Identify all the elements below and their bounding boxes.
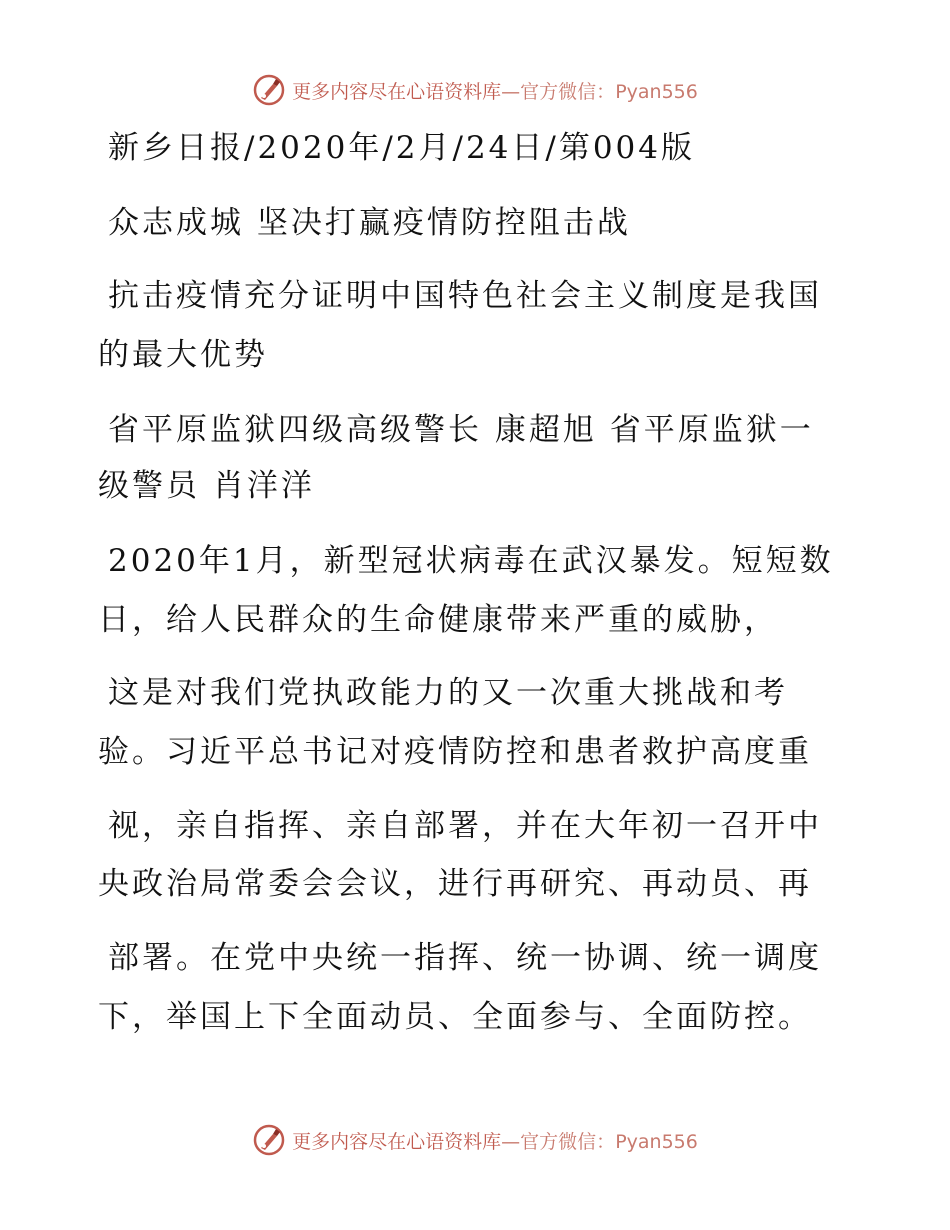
watermark-separator: — [501, 1130, 521, 1153]
body-line: 验。习近平总书记对疫情防控和患者救护高度重 [98, 734, 812, 770]
watermark-separator: — [501, 80, 521, 103]
body-line: 视，亲自指挥、亲自部署，并在大年初一召开中 [108, 808, 822, 844]
watermark-official-label: 官方微信： [520, 80, 616, 103]
pen-nib-seal-icon [252, 1123, 286, 1157]
body-line: 下，举国上下全面动员、全面参与、全面防控。 [98, 999, 812, 1035]
watermark-brand: 更多内容尽在心语资料库 [292, 1130, 502, 1153]
column-title: 众志成城 坚决打赢疫情防控阻击战 [108, 205, 631, 241]
watermark-text [292, 1127, 698, 1154]
pen-nib-seal-icon [252, 73, 286, 107]
watermark-text [292, 77, 698, 104]
watermark-wechat-id: Pyan556 [615, 80, 698, 103]
author-line: 级警员 肖洋洋 [98, 468, 315, 504]
body-line: 部署。在党中央统一指挥、统一协调、统一调度 [108, 940, 822, 976]
headline-line: 的最大优势 [98, 337, 268, 373]
source-line: 新乡日报/2020年/2月/24日/第004版 [108, 130, 696, 166]
body-line: 2020年1月，新型冠状病毒在武汉暴发。短短数 [108, 543, 834, 579]
bottom-watermark [0, 1120, 950, 1160]
author-line: 省平原监狱四级高级警长 康超旭 省平原监狱一 [108, 412, 814, 448]
watermark-brand: 更多内容尽在心语资料库 [292, 80, 502, 103]
body-line: 日，给人民群众的生命健康带来严重的威胁， [98, 602, 778, 638]
top-watermark [0, 70, 950, 110]
body-line: 央政治局常委会会议，进行再研究、再动员、再 [98, 866, 812, 902]
headline-line: 抗击疫情充分证明中国特色社会主义制度是我国 [108, 278, 822, 314]
watermark-official-label: 官方微信： [520, 1130, 616, 1153]
body-line: 这是对我们党执政能力的又一次重大挑战和考 [108, 675, 788, 711]
watermark-wechat-id: Pyan556 [615, 1130, 698, 1153]
